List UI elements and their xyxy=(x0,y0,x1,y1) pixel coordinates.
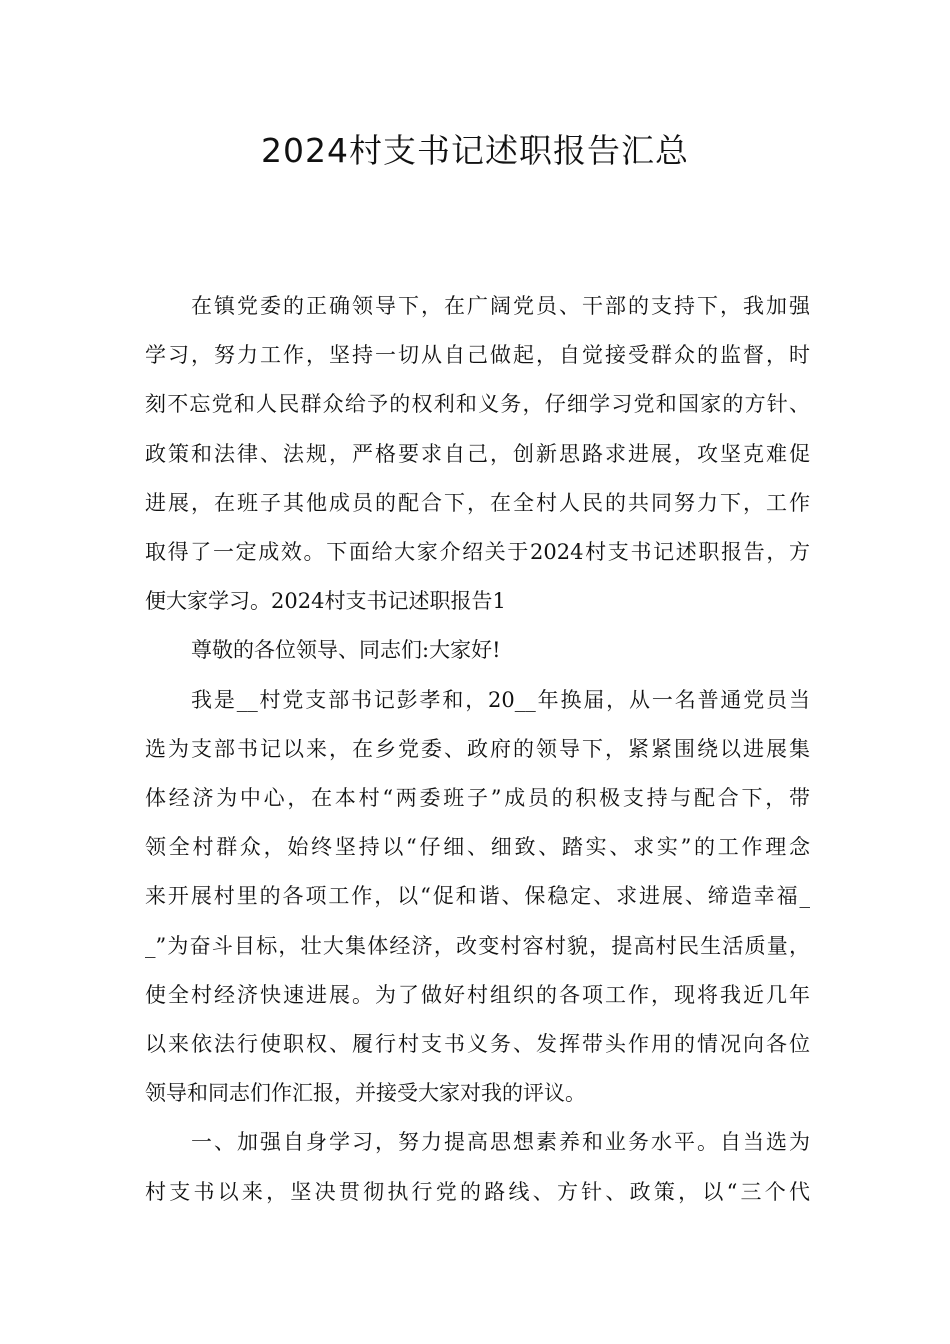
text-line: 进展，在班子其他成员的配合下，在全村人民的共同努力下，工作 xyxy=(145,490,810,515)
text-line: 学习，努力工作，坚持一切从自己做起，自觉接受群众的监督，时 xyxy=(145,343,810,368)
document-body xyxy=(145,282,810,1217)
text-line: 来开展村里的各项工作，以“促和谐、保稳定、求进展、缔造幸福_ xyxy=(145,884,810,909)
text-line: 便大家学习。2024村支书记述职报告1 xyxy=(145,589,506,614)
text-line: 取得了一定成效。下面给大家介绍关于2024村支书记述职报告，方 xyxy=(145,540,810,565)
text-line: 使全村经济快速进展。为了做好村组织的各项工作，现将我近几年 xyxy=(145,982,810,1007)
paragraph-intro xyxy=(145,282,810,626)
text-line: 村支书以来，坚决贯彻执行党的路线、方针、政策，以“三个代 xyxy=(145,1179,810,1204)
text-line: 以来依法行使职权、履行村支书义务、发挥带头作用的情况向各位 xyxy=(145,1032,810,1057)
text-line: _”为奋斗目标，壮大集体经济，改变村容村貌，提高村民生活质量， xyxy=(145,933,810,958)
text-line: 在镇党委的正确领导下，在广阔党员、干部的支持下，我加强 xyxy=(191,294,810,318)
text-line: 体经济为中心，在本村“两委班子”成员的积极支持与配合下，带 xyxy=(145,786,810,811)
paragraph-self-introduction xyxy=(145,676,810,1119)
text-line: 领全村群众，始终坚持以“仔细、细致、踏实、求实”的工作理念 xyxy=(145,835,810,860)
text-line: 一、加强自身学习，努力提高思想素养和业务水平。自当选为 xyxy=(191,1130,810,1155)
text-line: 刻不忘党和人民群众给予的权利和义务，仔细学习党和国家的方针、 xyxy=(145,392,810,417)
text-line: 尊敬的各位领导、同志们:大家好! xyxy=(191,638,501,663)
paragraph-section-one xyxy=(145,1118,810,1216)
document-title: 2024村支书记述职报告汇总 xyxy=(261,131,689,170)
paragraph-greeting xyxy=(145,626,810,675)
text-line: 政策和法律、法规，严格要求自己，创新思路求进展，攻坚克难促 xyxy=(145,441,810,466)
text-line: 我是__村党支部书记彭孝和，20__年换届，从一名普通党员当 xyxy=(191,687,810,712)
text-line: 选为支部书记以来，在乡党委、政府的领导下，紧紧围绕以进展集 xyxy=(145,736,810,761)
text-line: 领导和同志们作汇报，并接受大家对我的评议。 xyxy=(145,1081,586,1106)
